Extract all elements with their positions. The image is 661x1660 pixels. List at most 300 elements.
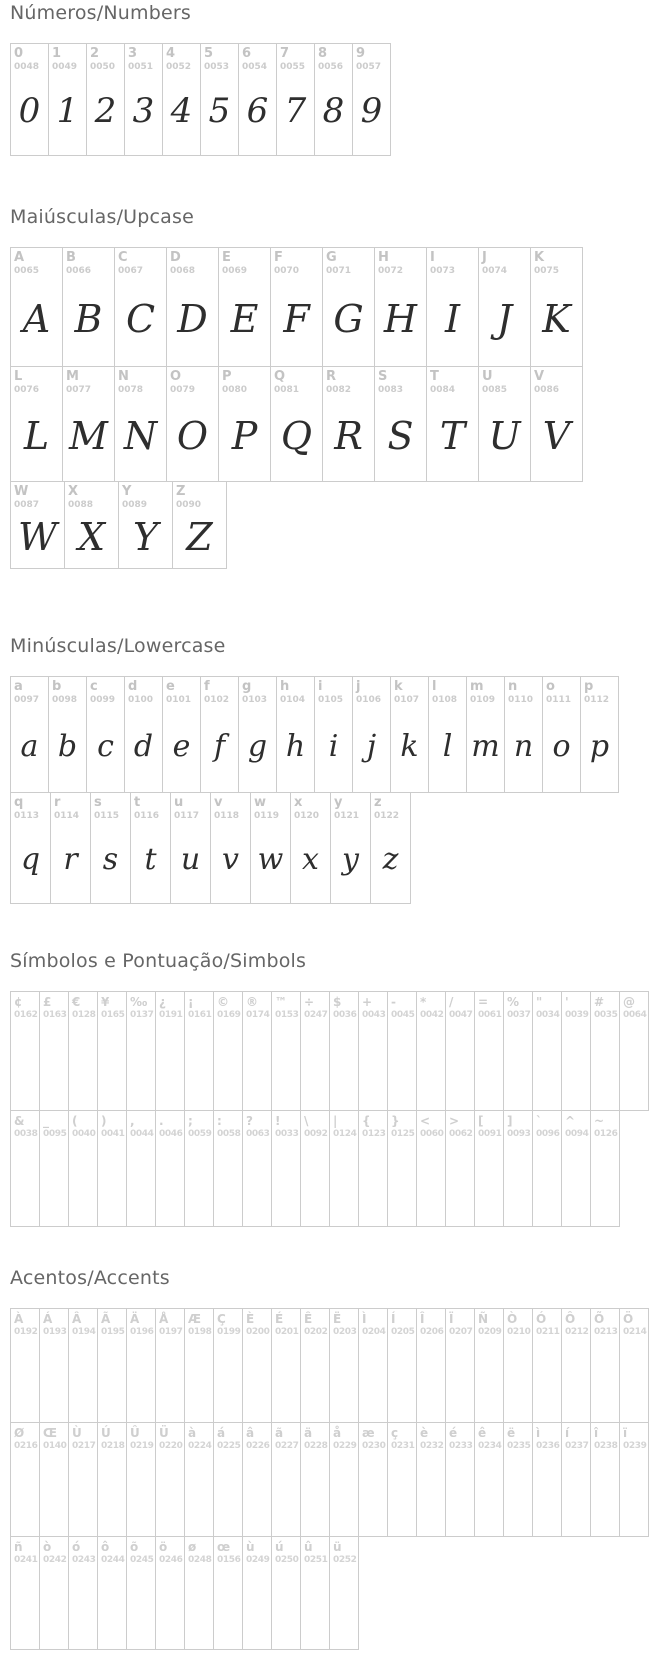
char-label: ì	[536, 1426, 541, 1440]
char-cell-0051	[124, 43, 163, 156]
char-cell-header	[98, 992, 126, 1021]
char-glyph: z	[382, 842, 399, 877]
char-glyph	[417, 1452, 445, 1536]
char-label: !	[275, 1114, 281, 1128]
char-code: 0209	[478, 1327, 502, 1337]
char-cell-0112	[580, 676, 619, 793]
char-label: ï	[623, 1426, 628, 1440]
char-label: Û	[130, 1426, 140, 1440]
char-glyph: C	[125, 296, 156, 341]
char-code: 0251	[304, 1555, 328, 1565]
char-cell-header	[69, 992, 97, 1021]
char-cell-header	[156, 1537, 184, 1566]
char-cell-header	[504, 992, 532, 1021]
char-code: 0217	[72, 1441, 96, 1451]
char-cell-header	[185, 1423, 213, 1452]
char-label: '	[565, 995, 569, 1009]
char-glyph	[11, 1338, 39, 1422]
char-glyph	[127, 1566, 155, 1649]
char-code: 0120	[294, 811, 320, 821]
char-glyph: x	[302, 842, 319, 877]
char-glyph: k	[400, 728, 419, 764]
char-glyph	[533, 1140, 561, 1226]
char-glyph: H	[383, 296, 418, 341]
char-row	[10, 482, 661, 569]
char-cell-header	[167, 367, 218, 396]
char-cell-0066	[62, 247, 115, 367]
char-cell-header	[239, 677, 276, 706]
char-cell-header	[315, 677, 352, 706]
char-cell-header	[417, 1309, 445, 1338]
char-code: 0068	[170, 266, 196, 276]
char-label: $	[333, 995, 342, 1009]
char-label: v	[214, 795, 223, 810]
char-row	[10, 367, 661, 482]
char-glyph	[562, 1140, 590, 1226]
char-code: 0060	[420, 1129, 444, 1139]
char-glyph	[214, 1140, 242, 1226]
char-label: ™	[275, 995, 287, 1009]
char-cell-header	[243, 1111, 271, 1140]
char-cell-header	[69, 1309, 97, 1338]
char-glyph	[475, 1338, 503, 1422]
char-glyph	[533, 1338, 561, 1422]
char-cell-header	[562, 992, 590, 1021]
char-code: 0107	[394, 695, 420, 705]
glyph-table	[10, 43, 661, 156]
char-glyph: Y	[132, 514, 159, 559]
char-cell-header	[301, 1537, 329, 1566]
char-code: 0234	[478, 1441, 502, 1451]
char-cell-header	[272, 992, 300, 1021]
char-code: 0212	[565, 1327, 589, 1337]
char-glyph	[301, 1021, 329, 1110]
char-glyph: V	[542, 413, 571, 458]
char-cell-header	[388, 1309, 416, 1338]
char-label: (	[72, 1114, 78, 1128]
char-code: 0200	[246, 1327, 270, 1337]
char-glyph	[301, 1338, 329, 1422]
char-cell-header	[271, 248, 322, 277]
section-upcase	[10, 206, 661, 569]
char-label: è	[420, 1426, 429, 1440]
char-code: 0220	[159, 1441, 183, 1451]
char-glyph: 2	[94, 91, 117, 131]
char-cell-0067	[114, 247, 167, 367]
char-cell-0090	[172, 481, 227, 569]
char-glyph: Q	[280, 413, 313, 458]
char-cell-0033	[271, 1110, 301, 1227]
char-glyph: h	[285, 728, 306, 764]
char-glyph	[301, 1140, 329, 1226]
char-code: 0075	[534, 266, 560, 276]
char-label: U	[482, 369, 493, 384]
char-cell-header	[63, 367, 114, 396]
char-cell-header	[69, 1111, 97, 1140]
char-cell-header	[91, 793, 130, 822]
char-label: Á	[43, 1312, 53, 1326]
char-cell-header	[11, 1309, 39, 1338]
char-cell-header	[40, 1537, 68, 1566]
char-code: 0238	[594, 1441, 618, 1451]
char-cell-header	[214, 1423, 242, 1452]
char-cell-0115	[90, 792, 131, 904]
char-code: 0037	[507, 1010, 531, 1020]
char-cell-header	[562, 1423, 590, 1452]
char-cell-header	[163, 677, 200, 706]
char-cell-0053	[200, 43, 239, 156]
char-code: 0054	[242, 62, 268, 72]
char-cell-header	[11, 367, 62, 396]
char-label: œ	[217, 1540, 231, 1554]
char-label: :	[217, 1114, 222, 1128]
char-glyph: a	[20, 728, 39, 764]
char-label: Ç	[217, 1312, 226, 1326]
char-code: 0207	[449, 1327, 473, 1337]
char-label: =	[478, 995, 489, 1009]
char-cell-header	[479, 367, 530, 396]
char-cell-header	[475, 1423, 503, 1452]
char-code: 0066	[66, 266, 92, 276]
char-cell-0064	[619, 991, 649, 1111]
char-cell-0074	[478, 247, 531, 367]
char-label: ¿	[159, 995, 166, 1009]
char-cell-0068	[166, 247, 219, 367]
char-label: Ó	[536, 1312, 547, 1326]
char-glyph: D	[177, 296, 208, 341]
char-label: l	[432, 679, 437, 694]
char-code: 0230	[362, 1441, 386, 1451]
char-cell-0214	[619, 1308, 649, 1423]
char-cell-header	[330, 1111, 358, 1140]
char-cell-header	[543, 677, 580, 706]
char-row	[10, 793, 661, 904]
char-cell-0225	[213, 1422, 243, 1537]
char-glyph	[330, 1021, 358, 1110]
char-cell-header	[251, 793, 290, 822]
char-cell-header	[504, 1423, 532, 1452]
char-cell-0233	[445, 1422, 475, 1537]
char-label: Ä	[130, 1312, 140, 1326]
char-glyph	[388, 1021, 416, 1110]
char-code: 0201	[275, 1327, 299, 1337]
char-cell-0083	[374, 366, 427, 482]
char-cell-header	[11, 1111, 39, 1140]
char-label: Í	[391, 1312, 396, 1326]
char-label: å	[333, 1426, 342, 1440]
char-code: 0224	[188, 1441, 212, 1451]
char-cell-header	[315, 44, 352, 73]
char-code: 0250	[275, 1555, 299, 1565]
char-code: 0156	[217, 1555, 241, 1565]
char-label: Œ	[43, 1426, 58, 1440]
char-cell-header	[171, 793, 210, 822]
char-label: }	[391, 1114, 400, 1128]
char-cell-header	[40, 992, 68, 1021]
char-cell-header	[417, 992, 445, 1021]
char-cell-0047	[445, 991, 475, 1111]
char-cell-header	[11, 1537, 39, 1566]
char-glyph	[127, 1140, 155, 1226]
char-cell-header	[156, 1423, 184, 1452]
char-cell-0224	[184, 1422, 214, 1537]
char-cell-header	[185, 1111, 213, 1140]
char-cell-header	[359, 992, 387, 1021]
char-cell-0239	[619, 1422, 649, 1537]
char-cell-0105	[314, 676, 353, 793]
char-cell-header	[11, 793, 50, 822]
char-glyph: 4	[170, 91, 193, 131]
char-label: 9	[356, 46, 366, 61]
char-glyph	[243, 1021, 271, 1110]
char-label: {	[362, 1114, 371, 1128]
char-label: e	[166, 679, 175, 694]
char-code: 0055	[280, 62, 306, 72]
char-code: 0062	[449, 1129, 473, 1139]
char-glyph: K	[542, 296, 571, 341]
char-cell-header	[214, 1309, 242, 1338]
char-glyph	[620, 1021, 648, 1110]
char-cell-header	[388, 1423, 416, 1452]
char-label: È	[246, 1312, 255, 1326]
char-cell-0059	[184, 1110, 214, 1227]
char-glyph: g	[247, 728, 268, 764]
char-code: 0083	[378, 385, 404, 395]
char-label: Â	[72, 1312, 82, 1326]
char-cell-0088	[64, 481, 119, 569]
char-cell-0197	[155, 1308, 185, 1423]
char-glyph: P	[231, 413, 258, 458]
char-code: 0067	[118, 266, 144, 276]
char-glyph	[127, 1338, 155, 1422]
char-cell-header	[127, 1111, 155, 1140]
char-glyph	[504, 1452, 532, 1536]
char-glyph	[272, 1140, 300, 1226]
char-cell-header	[330, 1309, 358, 1338]
section-lowercase	[10, 635, 661, 904]
char-cell-0082	[322, 366, 375, 482]
char-code: 0205	[391, 1327, 415, 1337]
char-cell-0199	[213, 1308, 243, 1423]
char-code: 0216	[14, 1441, 38, 1451]
char-row	[10, 1423, 661, 1537]
char-code: 0137	[130, 1010, 154, 1020]
char-label: Õ	[594, 1312, 605, 1326]
char-code: 0174	[246, 1010, 270, 1020]
char-glyph	[475, 1452, 503, 1536]
char-label: B	[66, 250, 76, 265]
char-cell-header	[446, 1423, 474, 1452]
char-cell-header	[620, 992, 648, 1021]
char-cell-0089	[118, 481, 173, 569]
char-cell-header	[49, 44, 86, 73]
char-cell-header	[11, 482, 64, 511]
char-cell-0079	[166, 366, 219, 482]
char-label: õ	[130, 1540, 139, 1554]
char-cell-0062	[445, 1110, 475, 1227]
section-title-numbers: Números/Numbers	[10, 2, 191, 24]
char-cell-header	[131, 793, 170, 822]
char-code: 0210	[507, 1327, 531, 1337]
char-code: 0049	[52, 62, 78, 72]
char-code: 0102	[204, 695, 230, 705]
char-cell-0110	[504, 676, 543, 793]
char-code: 0195	[101, 1327, 125, 1337]
char-code: 0219	[130, 1441, 154, 1451]
char-label: [	[478, 1114, 484, 1128]
char-label: z	[374, 795, 382, 810]
char-row	[10, 676, 661, 793]
char-cell-header	[562, 1111, 590, 1140]
char-glyph: 8	[322, 91, 345, 131]
char-glyph	[214, 1452, 242, 1536]
char-cell-header	[185, 992, 213, 1021]
char-label: ü	[333, 1540, 342, 1554]
char-cell-0118	[210, 792, 251, 904]
char-cell-0108	[428, 676, 467, 793]
char-glyph	[69, 1452, 97, 1536]
char-code: 0097	[14, 695, 40, 705]
char-code: 0121	[334, 811, 360, 821]
char-glyph	[156, 1140, 184, 1226]
char-row	[10, 1537, 661, 1650]
char-code: 0203	[333, 1327, 357, 1337]
char-label: a	[14, 679, 23, 694]
char-glyph: b	[57, 728, 78, 764]
char-glyph	[388, 1452, 416, 1536]
char-cell-header	[271, 367, 322, 396]
char-glyph	[388, 1140, 416, 1226]
char-code: 0140	[43, 1441, 67, 1451]
char-cell-0198	[184, 1308, 214, 1423]
char-cell-0123	[358, 1110, 388, 1227]
char-glyph: d	[133, 728, 154, 764]
char-cell-header	[533, 1111, 561, 1140]
char-glyph: q	[20, 842, 41, 877]
char-code: 0084	[430, 385, 456, 395]
char-label: *	[420, 995, 427, 1009]
char-cell-0055	[276, 43, 315, 156]
char-cell-header	[591, 1309, 619, 1338]
char-code: 0072	[378, 266, 404, 276]
char-label: À	[14, 1312, 24, 1326]
char-glyph	[359, 1452, 387, 1536]
char-label: H	[378, 250, 389, 265]
char-cell-header	[330, 1423, 358, 1452]
char-label: à	[188, 1426, 197, 1440]
char-cell-header	[87, 677, 124, 706]
char-cell-header	[115, 248, 166, 277]
char-label: W	[14, 484, 29, 499]
char-cell-0057	[352, 43, 391, 156]
char-label: ?	[246, 1114, 253, 1128]
char-cell-header	[533, 1423, 561, 1452]
char-glyph	[591, 1452, 619, 1536]
char-label: Ü	[159, 1426, 169, 1440]
char-cell-0211	[532, 1308, 562, 1423]
char-code: 0073	[430, 266, 456, 276]
char-cell-0212	[561, 1308, 591, 1423]
char-cell-0137	[126, 991, 156, 1111]
char-cell-0242	[39, 1536, 69, 1650]
section-title-symbols: Símbolos e Pontuação/Simbols	[10, 950, 307, 972]
char-glyph	[446, 1338, 474, 1422]
char-glyph	[330, 1566, 358, 1649]
char-code: 0116	[134, 811, 160, 821]
char-code: 0235	[507, 1441, 531, 1451]
char-glyph: v	[222, 842, 239, 877]
char-code: 0044	[130, 1129, 154, 1139]
char-cell-header	[562, 1309, 590, 1338]
char-glyph	[417, 1338, 445, 1422]
char-glyph: 9	[360, 91, 383, 131]
char-glyph	[11, 1140, 39, 1226]
char-label: £	[43, 995, 52, 1009]
char-code: 0213	[594, 1327, 618, 1337]
char-cell-0114	[50, 792, 91, 904]
char-cell-0204	[358, 1308, 388, 1423]
char-glyph	[446, 1452, 474, 1536]
char-cell-header	[69, 1537, 97, 1566]
char-label: É	[275, 1312, 284, 1326]
char-cell-0251	[300, 1536, 330, 1650]
char-label: €	[72, 995, 81, 1009]
char-code: 0082	[326, 385, 352, 395]
char-code: 0103	[242, 695, 268, 705]
char-row	[10, 43, 661, 156]
char-code: 0232	[420, 1441, 444, 1451]
char-code: 0056	[318, 62, 344, 72]
char-code: 0236	[536, 1441, 560, 1451]
char-label: Ò	[507, 1312, 518, 1326]
char-glyph	[185, 1566, 213, 1649]
char-code: 0194	[72, 1327, 96, 1337]
char-glyph	[214, 1021, 242, 1110]
char-cell-0087	[10, 481, 65, 569]
char-cell-0227	[271, 1422, 301, 1537]
char-cell-0192	[10, 1308, 40, 1423]
char-label: î	[594, 1426, 599, 1440]
char-glyph	[272, 1021, 300, 1110]
char-row	[10, 1111, 661, 1227]
char-code: 0118	[214, 811, 240, 821]
char-cell-header	[11, 248, 62, 277]
char-glyph	[533, 1452, 561, 1536]
char-label: j	[356, 679, 361, 694]
char-code: 0206	[420, 1327, 444, 1337]
char-cell-header	[156, 1111, 184, 1140]
char-cell-header	[185, 1537, 213, 1566]
char-cell-header	[301, 1423, 329, 1452]
char-code: 0202	[304, 1327, 328, 1337]
char-cell-header	[98, 1537, 126, 1566]
char-glyph: U	[488, 413, 521, 458]
char-cell-0201	[271, 1308, 301, 1423]
char-cell-header	[127, 992, 155, 1021]
char-code: 0081	[274, 385, 300, 395]
char-code: 0041	[101, 1129, 125, 1139]
char-glyph: l	[442, 728, 453, 764]
char-glyph	[446, 1140, 474, 1226]
char-label: ô	[101, 1540, 110, 1554]
char-glyph: 3	[132, 91, 155, 131]
char-glyph	[156, 1021, 184, 1110]
char-label: Y	[122, 484, 132, 499]
char-glyph: W	[17, 514, 58, 559]
char-code: 0211	[536, 1327, 560, 1337]
char-cell-header	[427, 248, 478, 277]
char-cell-0086	[530, 366, 583, 482]
